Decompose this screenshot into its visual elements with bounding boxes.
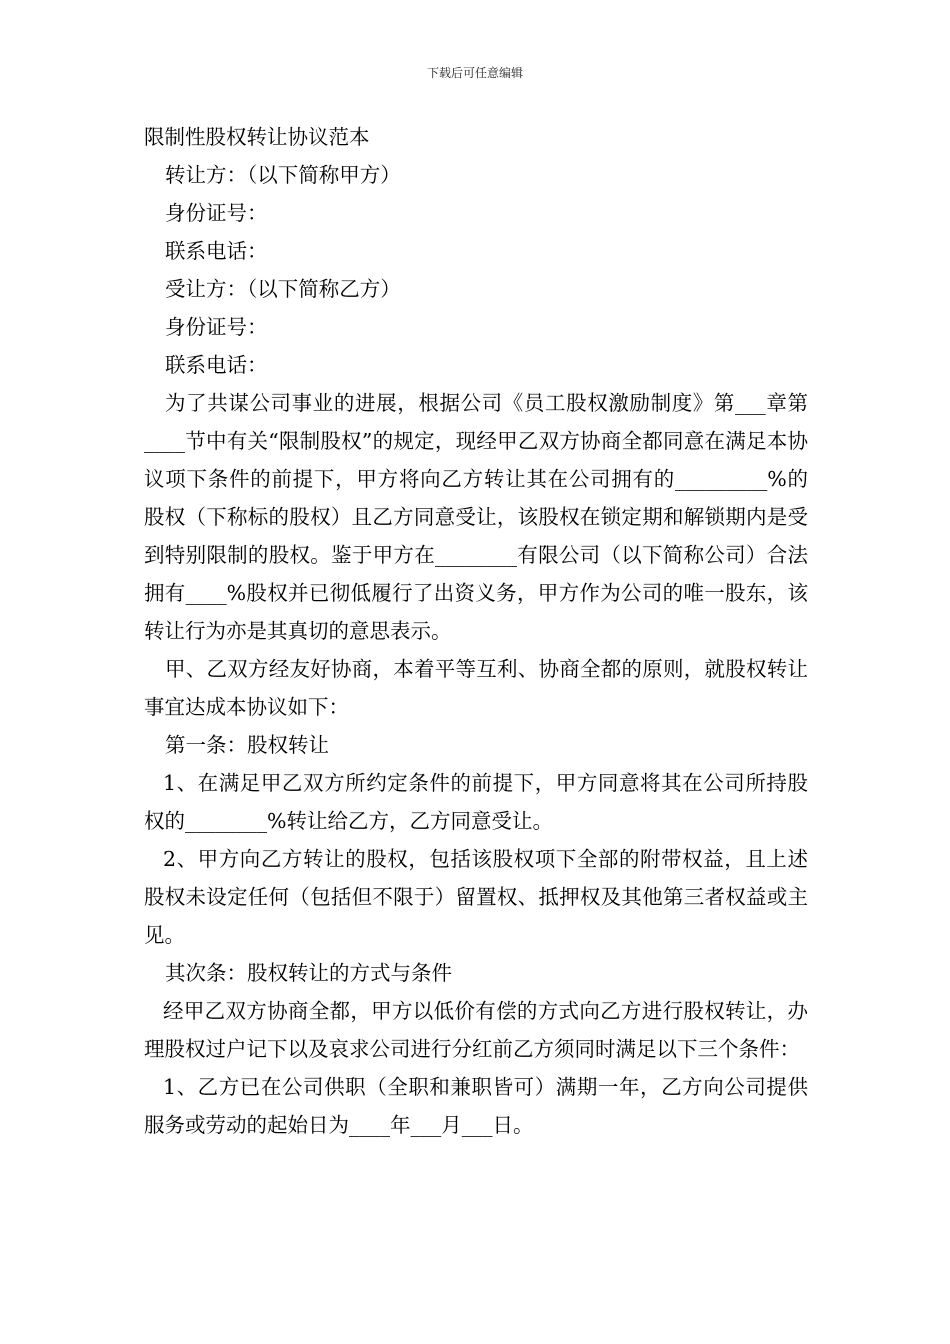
page-header-note: 下载后可任意编辑: [426, 66, 523, 80]
transferee-label: 受让方：（以下简称乙方）: [165, 277, 401, 301]
transferee-id-label: 身份证号：: [165, 315, 268, 339]
transferee-phone-label: 联系电话：: [165, 353, 268, 377]
transferor-label: 转让方：（以下简称甲方）: [165, 163, 401, 187]
article-2-intro: 经甲乙双方协商全都，甲方以低价有偿的方式向乙方进行股权转让，办理股权过户记下以及哀求公司进行分红前乙方须同时满足以下三个条件：: [144, 999, 808, 1061]
transferor-phone-label: 联系电话：: [165, 239, 268, 263]
document-body: [144, 118, 808, 1144]
article-2-title: 其次条：股权转让的方式与条件: [165, 961, 452, 985]
agreement-intro-paragraph: 甲、乙双方经友好协商，本着平等互利、协商全都的原则，就股权转让事宜达成本协议如下：: [144, 657, 808, 719]
article-1-item-1: 1、在满足甲乙双方所约定条件的前提下，甲方同意将其在公司所持股权的________%转让给乙方，乙方同意受让。: [144, 771, 808, 833]
transferor-id-label: 身份证号：: [165, 201, 268, 225]
article-1-item-2: 2、甲方向乙方转让的股权，包括该股权项下全部的附带权益，且上述股权未设定任何（包括但不限于）留置权、抵押权及其他第三者权益或主见。: [144, 847, 808, 947]
document-title: 限制性股权转让协议范本: [144, 125, 370, 149]
article-1-title: 第一条：股权转让: [165, 733, 329, 757]
preamble-paragraph: 为了共谋公司事业的进展，根据公司《员工股权激励制度》第___章第____节中有关“限制股权”的规定，现经甲乙双方协商全都同意在满足本协议项下条件的前提下，甲方将向乙方转让其在公司拥有的_________%的股权（下称标的股权）且乙方同意受让，该股权在锁定期和解锁期内是受到特别限制的股权。鉴于甲方在________有限公司（以下简称公司）合法拥有____%股权并已彻低履行了出资义务，甲方作为公司的唯一股东，该转让行为亦是其真切的意思表示。: [144, 391, 808, 643]
article-2-item-1: 1、乙方已在公司供职（全职和兼职皆可）满期一年，乙方向公司提供服务或劳动的起始日为____年___月___日。: [144, 1075, 808, 1137]
